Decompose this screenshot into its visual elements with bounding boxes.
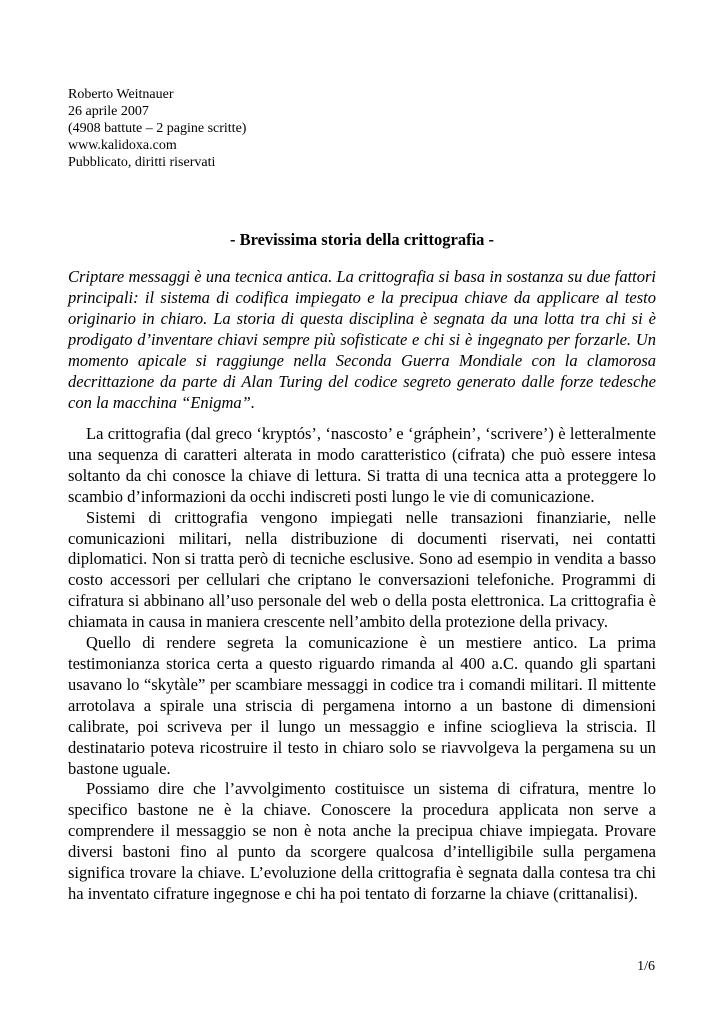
body-paragraph: Quello di rendere segreta la comunicazione è un mestiere antico. La prima testimonianza storica certa a questo riguardo rimanda al 400 a.C. quando gli spartani usavano lo “skytàle” per scambiare messaggi in codice tra i comandi militari. Il mittente arrotolava a spirale una striscia di pergamena intorno a un bastone di dimensioni calibrate, poi scriveva per il lungo un messaggio e infine scioglieva la striscia. Il destinatario poteva ricostruire il testo in chiaro solo se riavvolgeva la pergamena su un bastone uguale. bbox=[68, 633, 656, 778]
rights-notice: Pubblicato, diritti riservati bbox=[68, 155, 216, 170]
page-number: 1/6 bbox=[637, 959, 655, 974]
character-count-note: (4908 battute – 2 pagine scritte) bbox=[68, 121, 247, 136]
body-paragraph: La crittografia (dal greco ‘kryptós’, ‘nascosto’ e ‘gráphein’, ‘scrivere’) è letteralmente una sequenza di caratteri alterata in modo caratteristico (cifrata) che può essere intesa soltanto da chi conosce la chiave di lettura. Si tratta di una tecnica atta a proteggere lo scambio d’informazioni da occhi indiscreti posti lungo le vie di comunicazione. bbox=[68, 424, 656, 506]
body-paragraph: Sistemi di crittografia vengono impiegati nelle transazioni finanziarie, nelle comunicazioni militari, nella distribuzione di documenti riservati, nei contatti diplomatici. Non si tratta però di tecniche esclusive. Sono ad esempio in vendita a basso costo accessori per cellulari che criptano le conversazioni telefoniche. Programmi di cifratura si abbinano all’uso personale del web o della posta elettronica. La crittografia è chiamata in causa in maniera crescente nell’ambito della protezione della privacy. bbox=[68, 507, 656, 632]
body-paragraph: Possiamo dire che l’avvolgimento costituisce un sistema di cifratura, mentre lo specifico bastone ne è la chiave. Conoscere la procedura applicata non serve a comprendere il messaggio se non è nota anche la precipua chiave impiegata. Provare diversi bastoni fino al punto da scorgere qualcosa d’intelligibile sulla pergamena significa trovare la chiave. L’evoluzione della crittografia è segnata dalla contesa tra chi ha inventato cifrature ingegnose e chi ha poi tentato di forzarne la chiave (crittanalisi). bbox=[68, 779, 656, 903]
author-info-block bbox=[68, 86, 246, 171]
body-text bbox=[68, 424, 656, 905]
website-url: www.kalidoxa.com bbox=[68, 138, 177, 153]
author-name: Roberto Weitnauer bbox=[68, 87, 174, 102]
document-title: - Brevissima storia della crittografia - bbox=[229, 230, 495, 249]
abstract-paragraph: Criptare messaggi è una tecnica antica. La crittografia si basa in sostanza su due fattori principali: il sistema di codifica impiegato e la precipua chiave da applicare al testo originario in chiaro. La storia di questa disciplina è segnata da una lotta tra chi si è prodigato d’inventare chiavi sempre più sofisticate e chi si è ingegnato per forzarle. Un momento apicale si raggiunge nella Seconda Guerra Mondiale con la clamorosa decrittazione da parte di Alan Turing del codice segreto generato dalle forze tedesche con la macchina “Enigma”. bbox=[68, 267, 656, 412]
document-date: 26 aprile 2007 bbox=[68, 104, 149, 119]
